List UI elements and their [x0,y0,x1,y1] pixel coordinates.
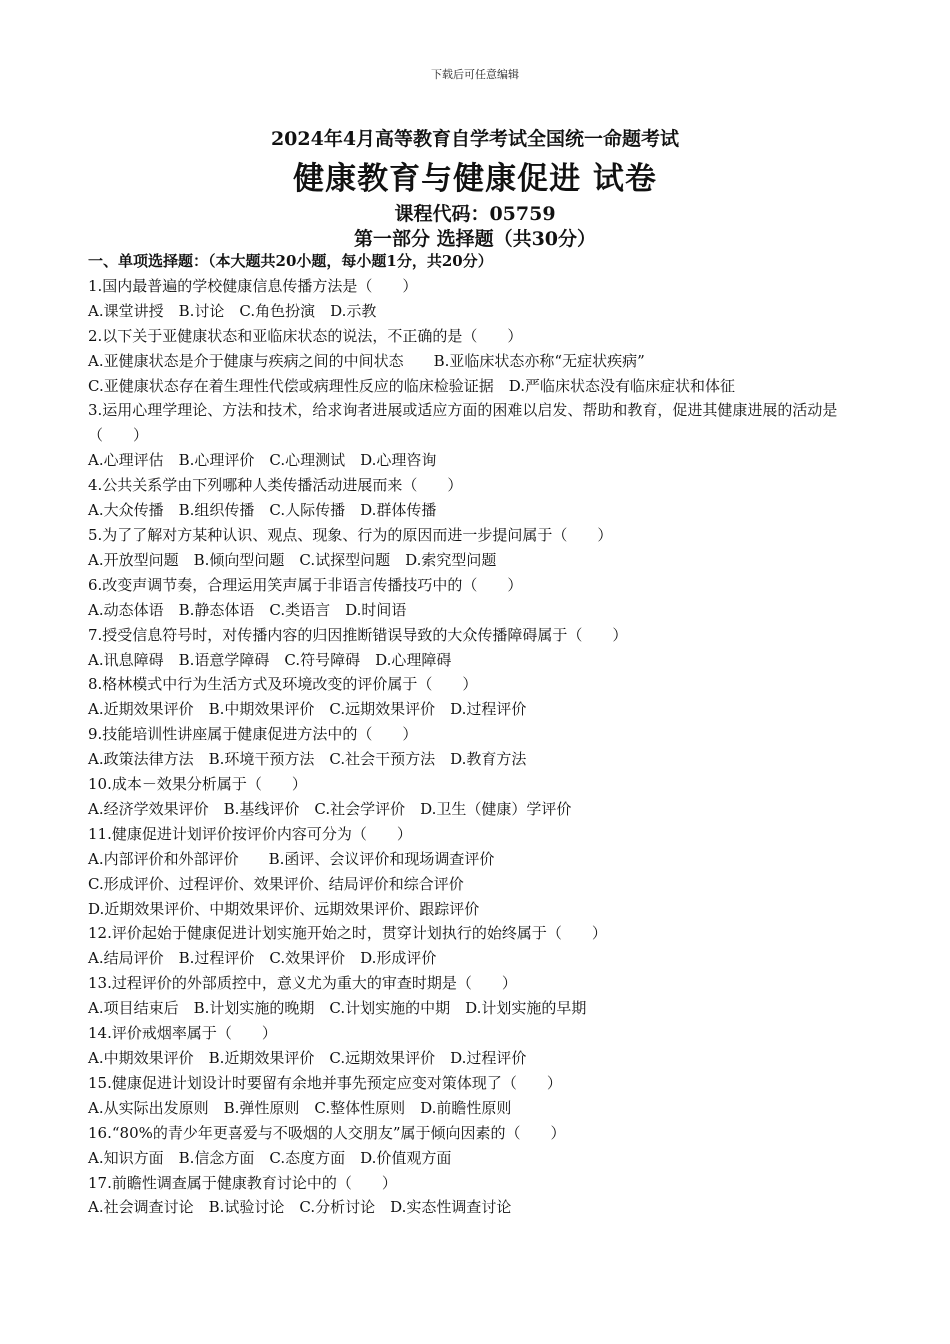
question-stem: 2.以下关于亚健康状态和亚临床状态的说法，不正确的是（ ） [88,326,523,345]
question-stem: 10.成本－效果分析属于（ ） [88,775,307,794]
question-options: A.从实际出发原则 B.弹性原则 C.整体性原则 D.前瞻性原则 [88,1098,512,1117]
question-list [88,249,878,1220]
question-item [88,1121,878,1171]
question-stem: 15.健康促进计划设计时要留有余地并事先预定应变对策体现了（ ） [88,1073,562,1092]
question-stem: 17.前瞻性调查属于健康教育讨论中的（ ） [88,1173,397,1192]
question-item [88,921,878,971]
course-code: 课程代码：05759 [394,203,556,225]
question-stem: 8.格林模式中行为生活方式及环境改变的评价属于（ ） [88,675,478,694]
questions-container [88,274,878,1220]
part-title: 第一部分 选择题（共30分） [353,228,597,250]
question-options: A.大众传播 B.组织传播 C.人际传播 D.群体传播 [88,501,437,520]
question-options: C.亚健康状态存在着生理性代偿或病理性反应的临床检验证据 D.严临床状态没有临床症状和体征 [88,376,735,395]
question-options: A.近期效果评价 B.中期效果评价 C.远期效果评价 D.过程评价 [88,700,527,719]
question-item [88,971,878,1021]
question-stem: 7.授受信息符号时，对传播内容的归因推断错误导致的大众传播障碍属于（ ） [88,625,628,644]
question-stem: 14.评价戒烟率属于（ ） [88,1024,277,1043]
question-stem: 6.改变声调节奏，合理运用笑声属于非语言传播技巧中的（ ） [88,575,523,594]
question-options: A.知识方面 B.信念方面 C.态度方面 D.价值观方面 [88,1148,452,1167]
question-options: A.结局评价 B.过程评价 C.效果评价 D.形成评价 [88,949,437,968]
question-options: A.动态体语 B.静态体语 C.类语言 D.时间语 [88,600,407,619]
question-item [88,623,878,673]
question-item [88,1171,878,1221]
question-options: A.开放型问题 B.倾向型问题 C.试探型问题 D.索究型问题 [88,550,497,569]
subject-title: 健康教育与健康促进 试卷 [293,161,657,197]
question-stem: 5.为了了解对方某种认识、观点、现象、行为的原因而进一步提问属于（ ） [88,525,613,544]
question-options: A.心理评估 B.心理评价 C.心理测试 D.心理咨询 [88,451,437,470]
question-item [88,324,878,399]
question-item [88,398,878,473]
question-stem: 16.“80%的青少年更喜爱与不吸烟的人交朋友”属于倾向因素的（ ） [88,1123,566,1142]
question-item [88,722,878,772]
question-options: A.社会调查讨论 B.试验讨论 C.分析讨论 D.实态性调查讨论 [88,1198,512,1217]
question-item [88,274,878,324]
header-note: 下载后可任意编辑 [431,68,519,81]
question-stem: 11.健康促进计划评价按评价内容可分为（ ） [88,824,412,843]
question-options: A.中期效果评价 B.近期效果评价 C.远期效果评价 D.过程评价 [88,1049,527,1067]
question-options: A.经济学效果评价 B.基线评价 C.社会学评价 D.卫生（健康）学评价 [88,799,572,818]
question-options: A.课堂讲授 B.讨论 C.角色扮演 D.示教 [88,301,377,320]
question-stem: 1.国内最普遍的学校健康信息传播方法是（ ） [88,276,418,295]
question-item [88,822,878,922]
question-options: A.政策法律方法 B.环境干预方法 C.社会干预方法 D.教育方法 [88,750,527,769]
question-item [88,1021,878,1071]
section-heading: 一、单项选择题：（本大题共20小题，每小题1分，共20分） [88,252,493,270]
question-item [88,772,878,822]
question-stem: 13.过程评价的外部质控中，意义尤为重大的审查时期是（ ） [88,974,517,993]
question-options: A.项目结束后 B.计划实施的晚期 C.计划实施的中期 D.计划实施的早期 [88,999,587,1018]
question-options: D.近期效果评价、中期效果评价、远期效果评价、跟踪评价 [88,899,480,918]
question-item [88,523,878,573]
question-stem: 4.公共关系学由下列哪种人类传播活动进展而来（ ） [88,476,463,495]
exam-title: 2024年4月高等教育自学考试全国统一命题考试 [270,128,680,150]
question-options: A.亚健康状态是介于健康与疾病之间的中间状态 B.亚临床状态亦称“无症状疾病” [88,351,645,370]
question-item [88,672,878,722]
question-item [88,473,878,523]
question-stem: 12.评价起始于健康促进计划实施开始之时，贯穿计划执行的始终属于（ ） [88,924,607,943]
question-options: C.形成评价、过程评价、效果评价、结局评价和综合评价 [88,874,464,893]
question-item [88,573,878,623]
question-options: A.内部评价和外部评价 B.函评、会议评价和现场调查评价 [88,849,495,868]
question-options: A.讯息障碍 B.语意学障碍 C.符号障碍 D.心理障碍 [88,650,452,669]
question-stem: 9.技能培训性讲座属于健康促进方法中的（ ） [88,725,418,744]
question-item [88,1071,878,1121]
question-stem: 3.运用心理学理论、方法和技术，给求询者进展或适应方面的困难以启发、帮助和教育，促进其健康进展的活动是（ ） [88,401,838,445]
